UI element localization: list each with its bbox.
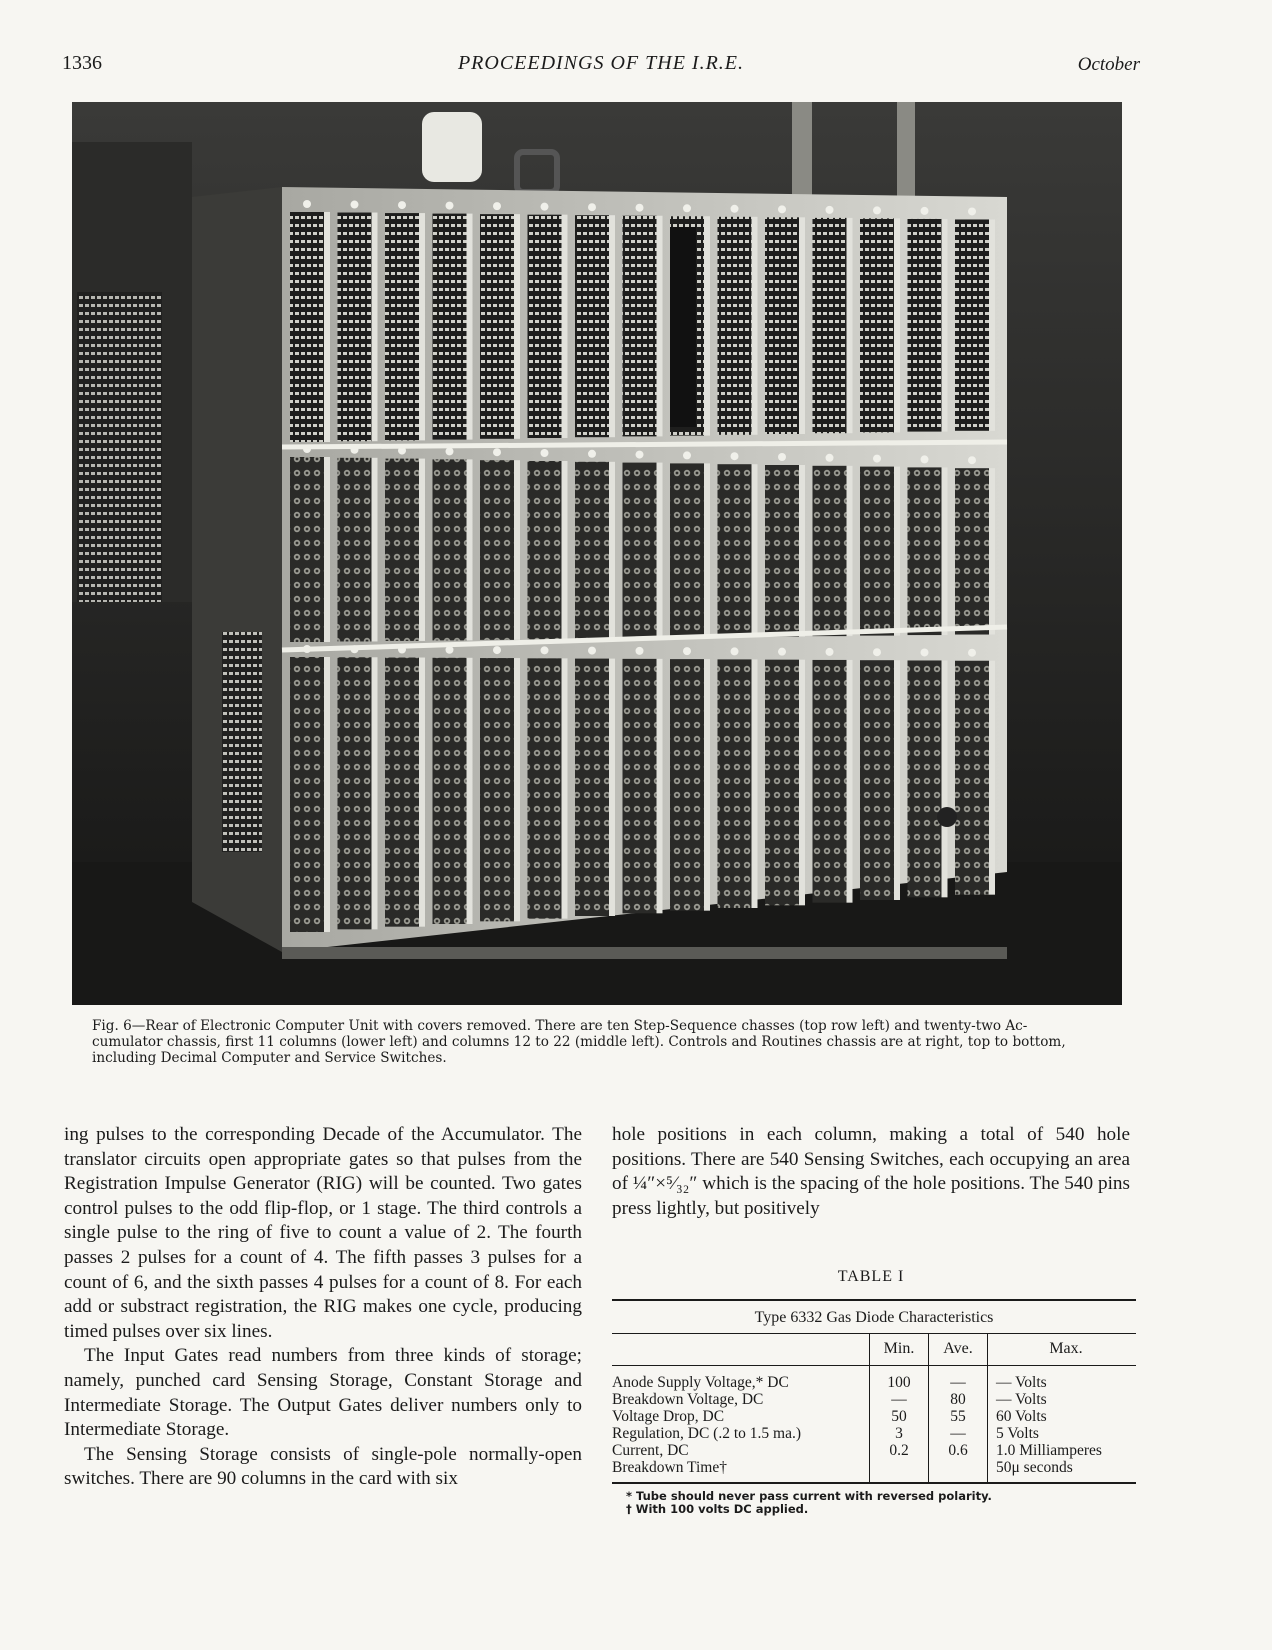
paragraph: The Sensing Storage consists of single-pole normally-open switches. There are 90 columns in the card with six <box>64 1443 582 1490</box>
footnote: * Tube should never pass current with reversed polarity. <box>626 1489 992 1503</box>
table-row: Breakdown Time† 50μ seconds <box>612 1459 1136 1482</box>
column-header: Max. <box>988 1334 1137 1366</box>
table-caption: Type 6332 Gas Diode Characteristics <box>612 1301 1136 1334</box>
column-header: Ave. <box>929 1334 988 1366</box>
computer-unit-photo <box>72 102 1122 1005</box>
column-header <box>612 1334 870 1366</box>
caption-line-3: including Decimal Computer and Service Switches. <box>92 1050 447 1066</box>
paragraph: The Input Gates read numbers from three kinds of storage; namely, punched card Sensing Storage, Constant Storage and Intermediate Storage. The Output Gates deliver numbers only to Intermediate Storage. <box>64 1345 582 1441</box>
caption-line-1: Fig. 6—Rear of Electronic Computer Unit with covers removed. There are ten Step-Sequence chasses (top row left) and twenty-two Ac- <box>92 1018 1028 1034</box>
table-label: TABLE I <box>837 1268 905 1285</box>
gas-diode-table <box>612 1299 1136 1516</box>
body-column-right <box>612 1123 1130 1221</box>
footnote: † With 100 volts DC applied. <box>626 1502 809 1516</box>
page-number: 1336 <box>62 52 102 74</box>
table-row: Voltage Drop, DC 50 55 60 Volts <box>612 1408 1136 1425</box>
journal-title: PROCEEDINGS OF THE I.R.E. <box>457 52 745 74</box>
issue-month: October <box>1077 54 1140 75</box>
caption-line-2: cumulator chassis, first 11 columns (lower left) and columns 12 to 22 (middle left). Controls and Routines chassis are at right, top to bottom, <box>92 1034 1066 1050</box>
figure-caption <box>92 1018 1142 1066</box>
table-footnotes <box>612 1484 1136 1516</box>
photo-illustration <box>72 102 1122 1005</box>
paragraph: hole positions in each column, making a total of 540 hole positions. There are 540 Sensing Switches, each occupying an area of ¼″×⁵⁄₃₂″ which is the spacing of the hole positions. The 540 pins press lightly, but positively <box>612 1124 1130 1219</box>
table-row: Current, DC 0.2 0.6 1.0 Milliamperes <box>612 1442 1136 1459</box>
table-row: Regulation, DC (.2 to 1.5 ma.) 3 — 5 Volts <box>612 1425 1136 1442</box>
body-column-left <box>64 1123 582 1492</box>
table-row: Breakdown Voltage, DC — 80 — Volts <box>612 1391 1136 1408</box>
characteristics-table <box>612 1334 1136 1482</box>
column-header: Min. <box>870 1334 929 1366</box>
page-header <box>62 52 1140 82</box>
paragraph: ing pulses to the corresponding Decade of the Accumulator. The translator circuits open appropriate gates so that pulses from the Registration Impulse Generator (RIG) will be counted. Two gates control pulses to the odd flip-flop, or 1 stage. The third controls a single pulse to the ring of five to count a value of 2. The fourth passes 2 pulses for a count of 4. The fifth passes 3 pulses for a count of 6, and the sixth passes 4 pulses for a count of 8. For each add or substract registration, the RIG makes one cycle, producing timed pulses over six lines. <box>64 1124 582 1342</box>
table-row: Anode Supply Voltage,* DC 100 — — Volts <box>612 1366 1136 1392</box>
